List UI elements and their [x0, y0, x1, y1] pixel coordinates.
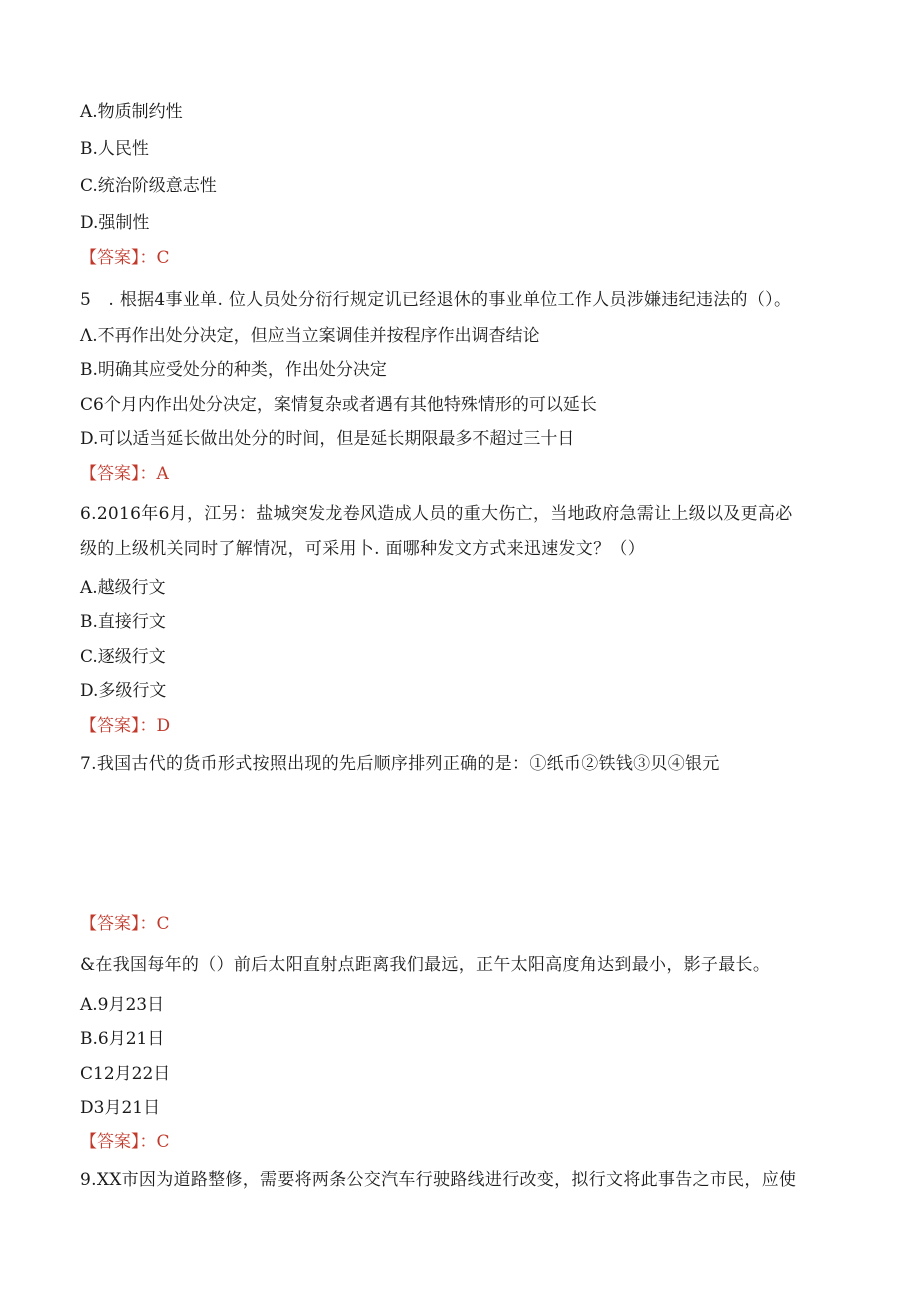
- q6-question-line2: 级的上级机关同时了解情况，可采用卜. 面哪种发文方式来迅速发文？（）: [80, 539, 646, 559]
- q4-option-a: A.物质制约性: [80, 102, 183, 122]
- q4-option-d: D.强制性: [80, 213, 150, 233]
- q7-answer: 【答案】：C: [80, 914, 170, 934]
- q6-question-line1: 6.2016年6月，江另：盐城突发龙卷风造成人员的重大伤亡，当地政府急需让上级以及更高必: [80, 504, 793, 524]
- q5-option-c: C6个月内作出处分决定，案情复杂或者遇有其他特殊情形的可以延长: [80, 395, 597, 415]
- q8-option-d: D3月21日: [80, 1098, 161, 1118]
- q4-option-b: B.人民性: [80, 139, 149, 159]
- q4-answer: 【答案】：C: [80, 248, 170, 268]
- q6-option-a: A.越级行文: [80, 578, 166, 598]
- q4-option-c: C.统治阶级意志性: [80, 176, 217, 196]
- q5-option-a: Λ.不再作出处分决定，但应当立案调佳并按程序作出调杳结论: [80, 326, 540, 346]
- q5-question: 5 . 根据4事业单. 位人员处分衍行规定讥已经退休的事业单位工作人员涉嫌违纪违法的（）。: [80, 290, 792, 310]
- q7-question: 7.我国古代的货币形式按照出现的先后顺序排列正确的是：①纸币②铁钱③贝④银元: [80, 754, 720, 774]
- q6-option-c: C.逐级行文: [80, 647, 166, 667]
- q8-option-a: A.9月23日: [80, 995, 165, 1015]
- q8-question: &在我国每年的（）前后太阳直射点距离我们最远，正午太阳高度角达到最小，影子最长。: [80, 955, 771, 975]
- q5-answer: 【答案】：A: [80, 464, 169, 484]
- q8-option-b: B.6月21日: [80, 1029, 165, 1049]
- q8-answer: 【答案】：C: [80, 1132, 170, 1152]
- q5-option-b: B.明确其应受处分的种类，作出处分决定: [80, 360, 387, 380]
- q9-question: 9.XX市因为道路整修，需要将两条公交汽车行驶路线进行改变，拟行文将此事告之市民，应使: [80, 1170, 797, 1190]
- q5-option-d: D.可以适当延长做出处分的时间，但是延长期限最多不超过三十日: [80, 429, 575, 449]
- q6-option-b: B.直接行文: [80, 612, 166, 632]
- q6-option-d: D.多级行文: [80, 681, 167, 701]
- q6-answer: 【答案】：D: [80, 716, 171, 736]
- q8-option-c: C12月22日: [80, 1064, 171, 1084]
